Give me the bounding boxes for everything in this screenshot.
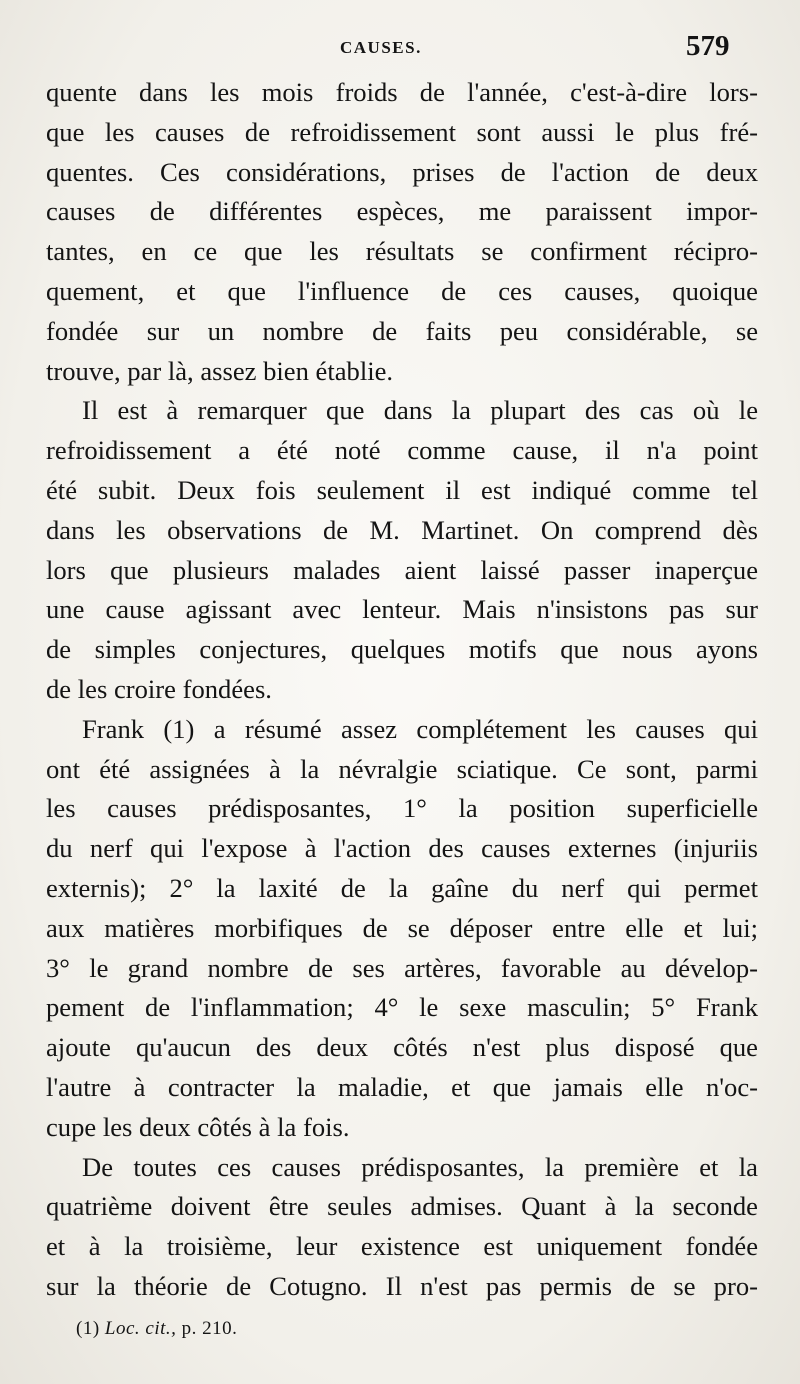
text-line: ajoute qu'aucun des deux côtés n'est plus disposé que: [46, 1032, 758, 1063]
text-line: que les causes de refroidissement sont aussi le plus fré-: [46, 116, 758, 147]
text-line: Il est à remarquer que dans la plupart des cas où le: [82, 395, 758, 426]
paragraph-1: [46, 73, 758, 391]
text-line: Frank (1) a résumé assez complétement les causes qui: [82, 713, 758, 744]
text-line: cupe les deux côtés à la fois.: [46, 1111, 350, 1142]
footnote: [76, 1318, 237, 1340]
text-line: lors que plusieurs malades aient laissé passer inaperçue: [46, 554, 758, 585]
text-line: dans les observations de M. Martinet. On comprend dès: [46, 514, 758, 545]
text-line: l'autre à contracter la maladie, et que jamais elle n'oc-: [46, 1071, 758, 1102]
text-line: trouve, par là, assez bien établie.: [46, 355, 394, 386]
text-line: pement de l'inflammation; 4° le sexe masculin; 5° Frank: [46, 992, 758, 1023]
paragraph-4: [46, 1148, 758, 1307]
text-line: 3° le grand nombre de ses artères, favorable au dévelop-: [46, 952, 758, 983]
running-title: CAUSES.: [340, 38, 422, 57]
footnote-marker: (1): [76, 1318, 100, 1339]
paragraph-3: [46, 710, 758, 1148]
text-line: aux matières morbifiques de se déposer entre elle et lui;: [46, 912, 758, 943]
text-line: quentes. Ces considérations, prises de l'action de deux: [46, 156, 758, 187]
text-line: quente dans les mois froids de l'année, c'est-à-dire lors-: [46, 77, 758, 107]
text-line: et à la troisième, leur existence est uniquement fondée: [46, 1231, 758, 1262]
body-text: [46, 73, 758, 1307]
text-line: du nerf qui l'expose à l'action des causes externes (injuriis: [46, 833, 758, 864]
text-line: tantes, en ce que les résultats se confirment récipro-: [46, 236, 758, 267]
text-line: ont été assignées à la névralgie sciatique. Ce sont, parmi: [46, 753, 758, 784]
text-line: causes de différentes espèces, me paraissent impor-: [46, 196, 758, 227]
text-line: de simples conjectures, quelques motifs que nous ayons: [46, 634, 758, 665]
text-line: une cause agissant avec lenteur. Mais n'insistons pas sur: [46, 594, 758, 625]
text-line: quatrième doivent être seules admises. Quant à la seconde: [46, 1191, 758, 1222]
text-line: de les croire fondées.: [46, 673, 272, 704]
text-line: De toutes ces causes prédisposantes, la première et la: [82, 1151, 758, 1182]
text-line: fondée sur un nombre de faits peu considérable, se: [46, 315, 758, 346]
footnote-page: p. 210.: [181, 1318, 238, 1339]
page-number: 579: [686, 30, 730, 62]
text-line: externis); 2° la laxité de la gaîne du nerf qui permet: [46, 872, 758, 903]
text-line: les causes prédisposantes, 1° la position superficielle: [46, 793, 758, 824]
paragraph-2: [46, 391, 758, 709]
footnote-reference: Loc. cit.,: [104, 1318, 177, 1339]
text-line: quement, et que l'influence de ces causes, quoique: [46, 275, 758, 306]
running-head: [0, 30, 800, 62]
text-line: été subit. Deux fois seulement il est indiqué comme tel: [46, 474, 758, 505]
text-line: sur la théorie de Cotugno. Il n'est pas permis de se pro-: [46, 1270, 758, 1301]
text-line: refroidissement a été noté comme cause, il n'a point: [46, 435, 758, 466]
